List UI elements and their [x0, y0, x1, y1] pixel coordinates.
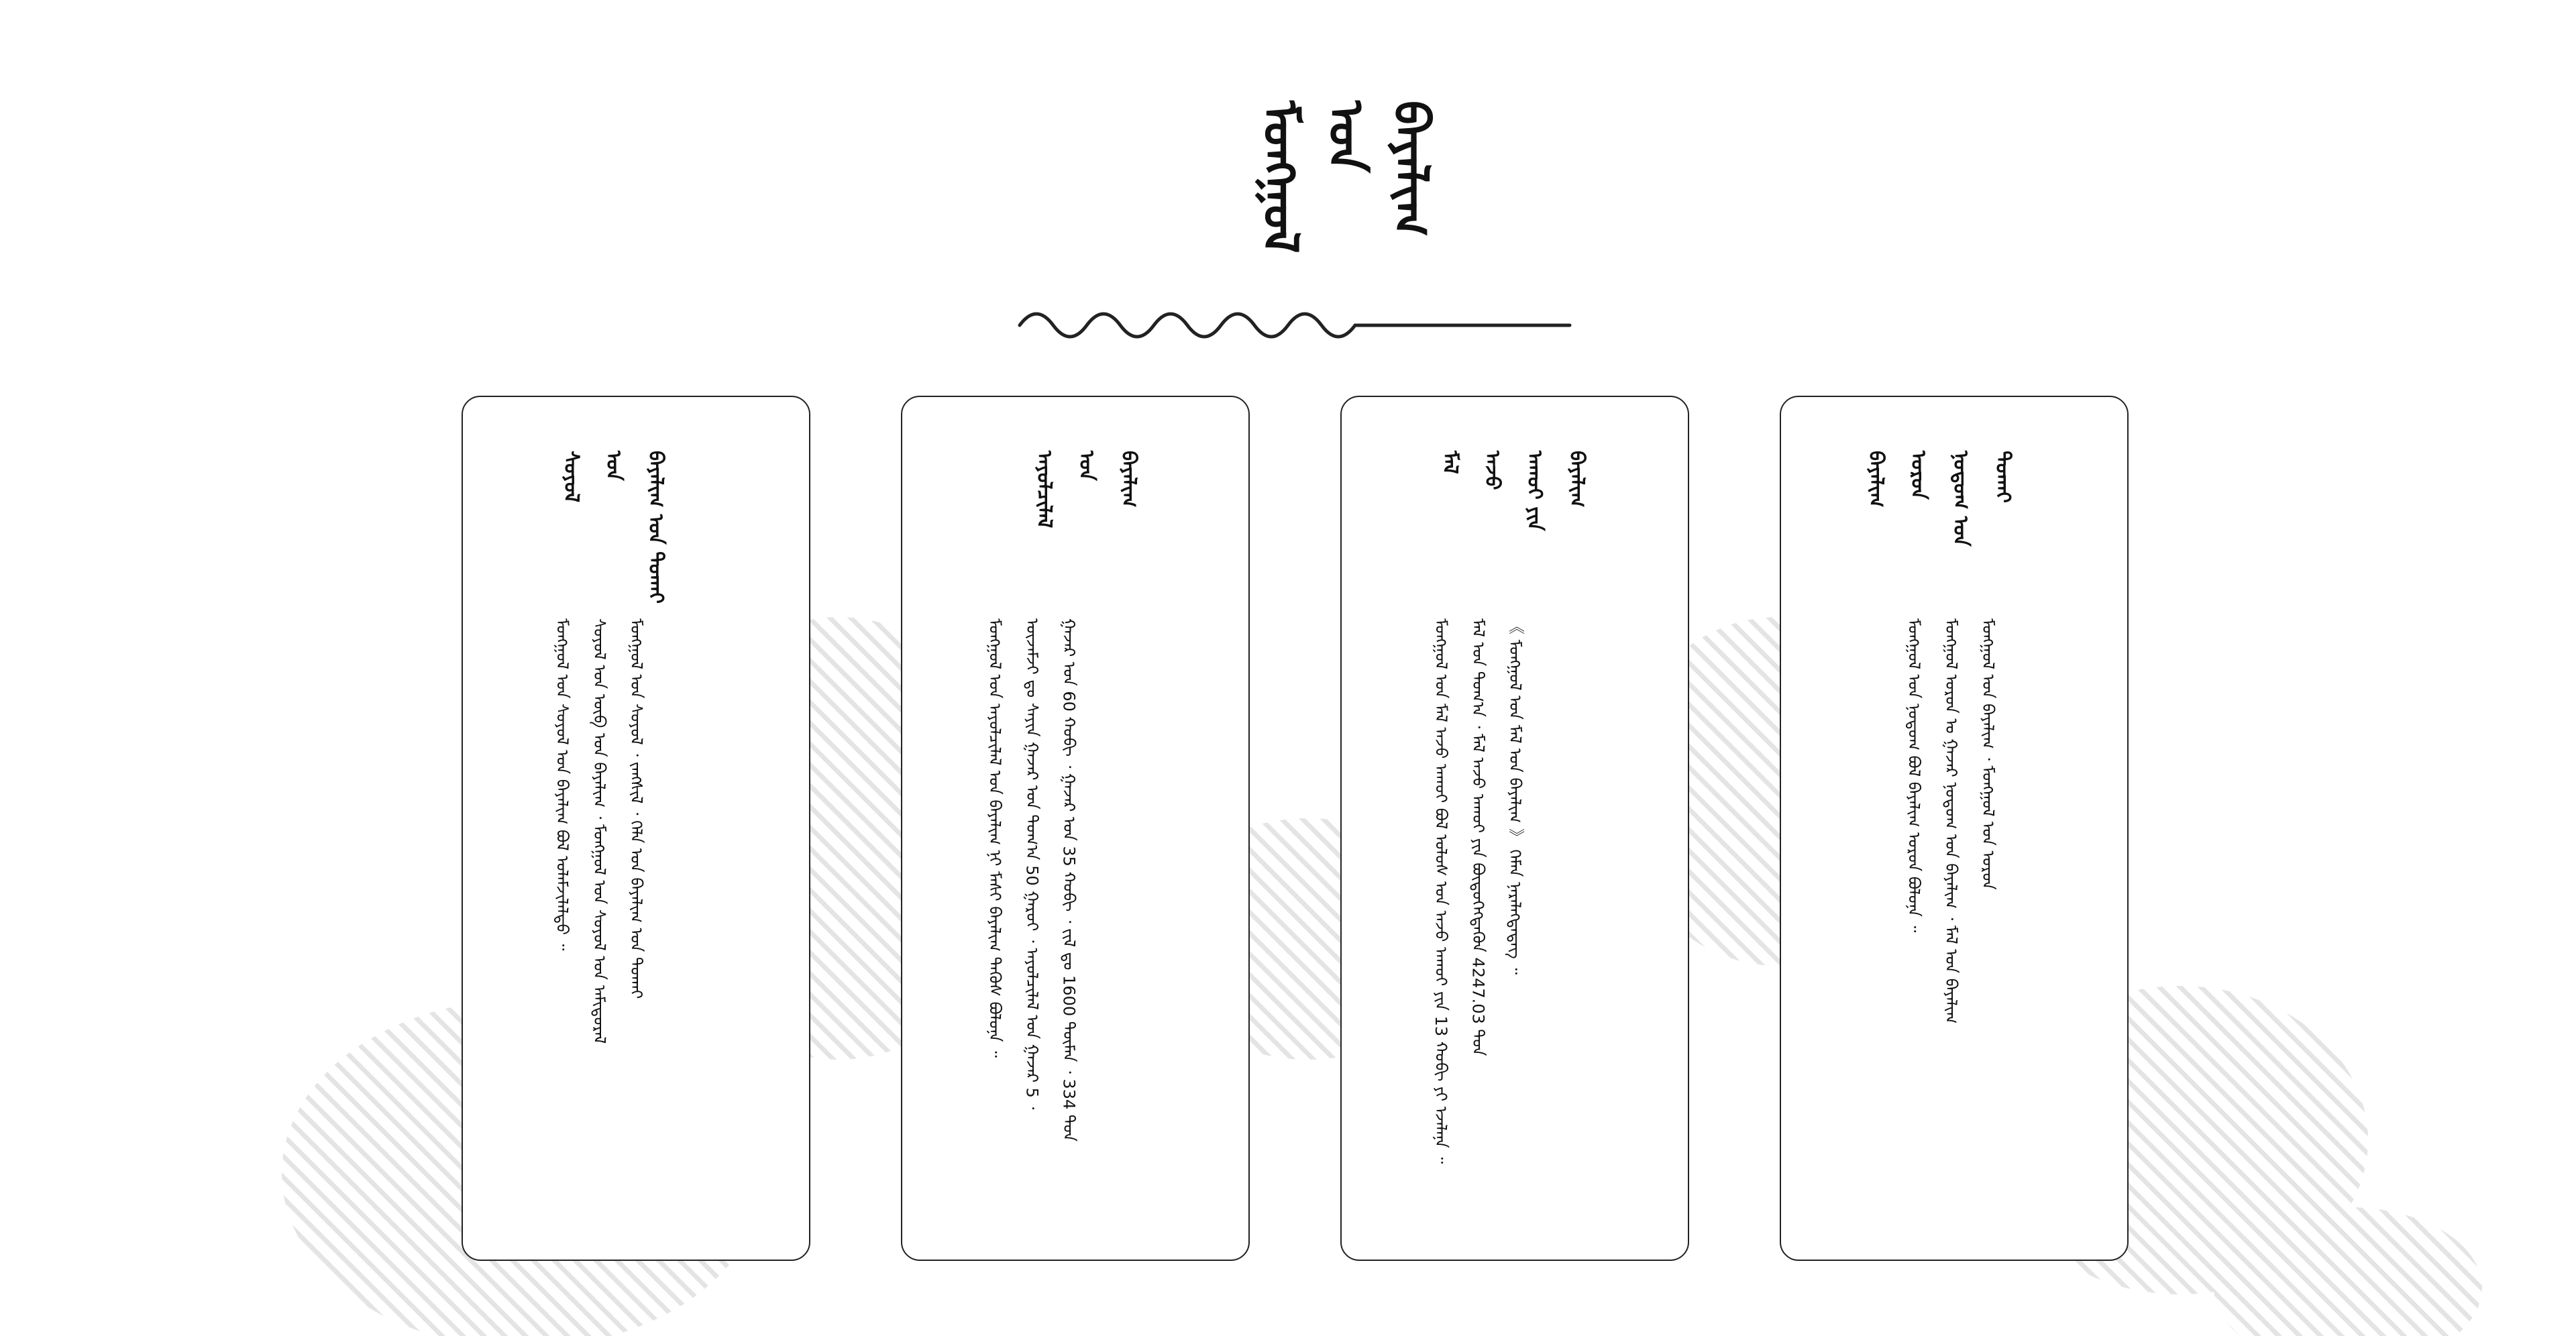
title-divider-ornament: [1006, 305, 1583, 345]
card-title: ᠠᠶᠤᠯᠴᠢᠯᠠᠯ ᠤᠨ ᠪᠠᠶᠠᠯᠢᠭ: [1032, 451, 1140, 528]
info-card-2: [1340, 396, 1689, 1261]
card-title: ᠰᠣᠶᠤᠯ ᠤᠨ ᠪᠠᠶᠠᠯᠢᠭ ᠤᠨ ᠲᠤᠬᠠᠢ: [559, 451, 667, 604]
card-body-text: ᠮᠣᠩᠭᠣᠯ ᠤᠨ ᠠᠶᠤᠯᠴᠢᠯᠠᠯ ᠤᠨ ᠪᠠᠶᠠᠯᠢᠭ ᠨᠢ ᠮᠠᠰᠢ ᠪᠠᠶᠠᠯᠢᠭ ᠲᠡᠭᠦᠰ ᠪᠣᠯᠤᠨᠠ ᠃ ᠦᠵᠡᠮᠵᠢ ᠳᠤ ᠰᠠᠶᠢᠨ ᠭᠠᠵᠠᠷ ᠤᠨ ᠲᠣᠭ᠎ᠠ 50 ᠭᠠᠷᠤᠢ ᠂ ᠠᠶᠤᠯᠴᠢᠯᠠᠯ ᠤᠨ ᠭᠠᠵᠠᠷ 5 ᠂ ᠭᠠᠵᠠᠷ ᠤᠨ 60 ᠬᠤᠪᠢ ᠂ ᠭᠠᠵᠠᠷ ᠤᠨ 35 ᠬᠤᠪᠢ ᠂ ᠵᠢᠯ ᠳᠤ 1600 ᠲᠦᠮᠡᠨ ᠂ 334 ᠲᠣᠨ: [985, 618, 1079, 1142]
info-card-4: [462, 396, 810, 1261]
card-body-text: ᠮᠣᠩᠭᠣᠯ ᠤᠨ ᠮᠠᠯ ᠠᠵᠤ ᠠᠬᠤᠢ ᠪᠣᠯ ᠤᠯᠤᠰ ᠤᠨ ᠠᠵᠤ ᠠᠬᠤᠢ ᠶᠢᠨ 13 ᠬᠤᠪᠢ ᠶᠢ ᠡᠵᠡᠯᠡᠨᠡ ᠃ ᠮᠠᠯ ᠤᠨ ᠲᠣᠭ᠎ᠠ ᠂ ᠮᠠᠯ ᠠᠵᠤ ᠠᠬᠤᠢ ᠶᠢᠨ ᠪᠦᠲᠦᠭᠡᠭᠳᠡᠬᠦᠨ 4247.03 ᠲᠣᠨ 《 ᠮᠣᠩᠭᠣᠯ ᠤᠨ ᠮᠠᠯ ᠤᠨ ᠪᠠᠶᠠᠯᠢᠭ 》 ᠬᠡᠮᠡᠨ ᠨᠡᠷᠡᠯᠡᠭᠳᠡᠳᠡᠭ ᠃: [1432, 618, 1525, 1164]
info-card-1: [1780, 396, 2129, 1261]
page-title: ᠮᠣᠩᠭᠣᠯ ᠤᠨ ᠪᠠᠶᠠᠯᠢᠭ: [1252, 101, 1440, 254]
card-title: ᠮᠠᠯ ᠠᠵᠤ ᠠᠬᠤᠢ ᠶᠢᠨ ᠪᠠᠶᠠᠯᠢᠭ: [1438, 451, 1589, 531]
card-title: ᠪᠠᠶᠠᠯᠢᠭ ᠣᠷᠣᠨ ᠨᠤᠲᠤᠭ ᠤᠨ ᠲᠤᠬᠠᠢ: [1864, 451, 2015, 547]
card-body-text: ᠮᠣᠩᠭᠣᠯ ᠤᠨ ᠰᠣᠶᠤᠯ ᠤᠨ ᠪᠠᠶᠠᠯᠢᠭ ᠪᠣᠯ ᠤᠯᠠᠮᠵᠢᠯᠠᠯᠲᠤ ᠃ ᠰᠣᠶᠤᠯ ᠤᠨ ᠦᠪ ᠤᠨ ᠪᠠᠶᠠᠯᠢᠭ ᠂ ᠮᠣᠩᠭᠣᠯ ᠤᠨ ᠰᠣᠶᠤᠯ ᠤᠨ ᠠᠮᠢᠳᠤᠷᠠᠯ ᠮᠣᠩᠭᠣᠯ ᠤᠨ ᠰᠣᠶᠤᠯ ᠂ ᠵᠠᠩᠱᠢᠯ ᠂ ᠬᠡᠯᠡ ᠤᠨ ᠪᠠᠶᠠᠯᠢᠭ ᠤᠨ ᠲᠤᠬᠠᠢ: [553, 618, 646, 1044]
card-body-text: ᠮᠣᠩᠭᠣᠯ ᠤᠨ ᠨᠤᠲᠤᠭ ᠪᠣᠯ ᠪᠠᠶᠠᠯᠢᠭ ᠣᠷᠣᠨ ᠪᠣᠯᠤᠨᠠ ᠃ ᠮᠣᠩᠭᠣᠯ ᠣᠷᠣᠨ ᠤ ᠭᠠᠵᠠᠷ ᠨᠤᠲᠤᠭ ᠤᠨ ᠪᠠᠶᠠᠯᠢᠭ ᠂ ᠮᠠᠯ ᠤᠨ ᠪᠠᠶᠠᠯᠢᠭ ᠮᠣᠩᠭᠣᠯ ᠤᠨ ᠪᠠᠶᠠᠯᠢᠭ ᠂ ᠮᠣᠩᠭᠣᠯ ᠤᠨ ᠣᠷᠣᠨ: [1904, 618, 1998, 1024]
info-card-3: [901, 396, 1250, 1261]
